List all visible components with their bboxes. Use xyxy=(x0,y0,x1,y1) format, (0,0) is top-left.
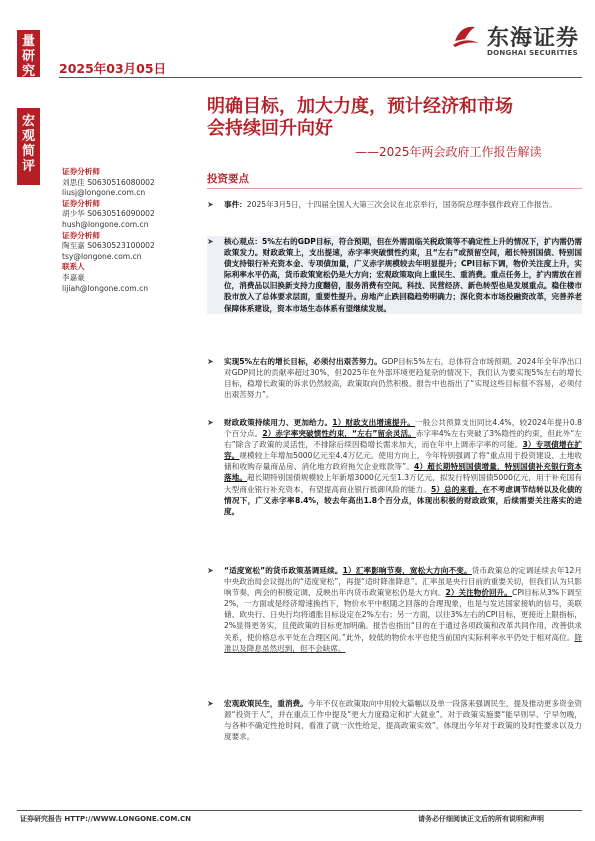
analyst-name: 陶至嘉 S0630523100002 xyxy=(62,241,155,251)
bullet-lead: “适度宽松”的货币政策基调延续。 xyxy=(224,566,343,575)
point-body: 货币政策总的定调延续去年12月中央政治局会议提出的“适度宽松”，再提“适时降准降息”。汇率虽是央行目前的重要关切，但我们认为只影响节奏，两会的积极定调，反映出年内货币政策宽松仍是大方向。 xyxy=(224,566,582,598)
tag-char: 研 xyxy=(21,49,35,64)
report-subtitle: ——2025年两会政府工作报告解读 xyxy=(355,145,542,159)
bullet-lead: 财政政策持续用力、更加给力。 xyxy=(224,418,333,427)
tag-char: 评 xyxy=(21,159,35,174)
section-header: 投资要点 xyxy=(207,173,249,185)
analyst-role: 联系人 xyxy=(62,262,85,272)
logo-english-name: DONGHAI SECURITIES xyxy=(487,49,578,57)
analyst-entry xyxy=(62,199,197,231)
bullet-lead: 实现5%左右的增长目标，必须付出艰苦努力。 xyxy=(224,357,382,366)
bullet-monetary-policy xyxy=(207,565,582,654)
bullet-body: GDP目标5%左右，总体符合市场预期。2024年全年净出口对GDP同比的贡献率超过30%，但2025年在外部环境更趋复杂的情况下，我们认为要实现5%左右的增长目标，稳增长政策的诉求仍然较高，政策取向仍然积极。报告中也指出了“实现这些目标很不容易，必须付出艰苦努力”。 xyxy=(224,357,583,400)
point-body: 降准以及降息虽然迟到，但不会缺席。 xyxy=(224,632,582,653)
report-type-tag xyxy=(17,30,40,77)
bullet-text xyxy=(224,417,582,517)
footer-divider xyxy=(17,810,582,811)
analyst-entry xyxy=(62,231,197,263)
bullet-body: 5%左右的GDP目标，符合预期，但在外需面临关税政策等不确定性上升的情况下，扩内需仍需政策发力。财政政策上，支出提速，赤字率突破惯性约束，且“左右”或预留空间，超长特别国债、特别国债支持银行补充资本金、专项债加量，广义赤字规模较去年明显提升；CPI目标下调，物价关注度上升，实际利率水平仍高，货币政策宽松仍是大方向；宏观政策取向上重民生、重消费。重点任务上，扩内需放在首位，消费品以旧换新支持力度翻倍，服务消费有空间。科技、民营经济、新色转型也是发展重点。稳住楼市股市放入了总体要求层面，重要性提升。房地产止跌回稳趋势明确力；深化资本市场投融资改革，完善养老保障体系建设，资本市场生态体系有望继续发展。 xyxy=(224,237,582,313)
bullet-text xyxy=(224,698,582,742)
section-divider xyxy=(207,188,582,189)
donghai-logo-icon xyxy=(451,21,481,49)
report-type-text xyxy=(17,34,40,79)
bullet-fiscal-policy xyxy=(207,417,582,517)
point-body: 赤字率4%左右突破了3%隐性的约束，但此外“左右”除含了政策的灵活性，不排除后续因稳增长需求加大，而在年中上调赤字率的可能。 xyxy=(224,429,583,450)
bullet-core-view xyxy=(207,236,582,314)
tag-char: 简 xyxy=(21,144,35,159)
point-heading: 2）赤字率突破惯性约束，“左右”留余灵活。 xyxy=(262,429,416,439)
analyst-entry xyxy=(62,262,197,294)
bullet-body: 2025年3月5日，十四届全国人大第三次会议在北京举行，国务院总理李强作政府工作报告。 xyxy=(246,200,557,209)
analyst-entry xyxy=(62,167,197,199)
report-category-tag xyxy=(17,108,40,185)
analyst-email[interactable]: liusj@longone.com.cn xyxy=(62,188,146,198)
analyst-role: 证券分析师 xyxy=(62,198,100,208)
report-title xyxy=(207,96,513,140)
title-line: 明确目标，加大力度，预计经济和市场 xyxy=(207,96,513,117)
arrow-bullet-icon: ➤ xyxy=(207,418,214,427)
point-heading: 4）超长期特别国债增量，特别国债补充银行资本落地。 xyxy=(224,462,583,483)
tag-char: 宏 xyxy=(21,114,35,129)
arrow-bullet-icon: ➤ xyxy=(207,566,214,575)
bullet-text xyxy=(224,236,582,314)
point-body: 规模较上年增加5000亿元至4.4万亿元。使用方向上，今年特别强调了将“重点用于投资建设、土地收储和收购存量商品房、消化地方政府拖欠企业账款等”。 xyxy=(224,451,582,472)
point-body: 超长期特别国债规模较上年新增3000亿元至1.3万亿元，拟发行特别国债5000亿元，用于补充国有大型商业银行补充资本，有望提高商业银行抵御风险的能力。 xyxy=(224,473,583,494)
point-heading: 3）专项债增在扩容。 xyxy=(224,440,582,461)
title-line: 会持续回升向好 xyxy=(207,118,333,139)
analyst-role: 证券分析师 xyxy=(62,167,100,176)
analyst-list xyxy=(62,167,197,294)
point-body: 一般公共预算支出同比4.4%，较2024年提升0.8个百分点。 xyxy=(224,418,582,439)
point-heading: 5）总的来看， xyxy=(431,484,483,494)
bullet-text xyxy=(224,356,582,400)
analyst-email[interactable]: hush@longone.com.cn xyxy=(62,219,149,229)
company-logo xyxy=(451,15,581,65)
arrow-bullet-icon: ➤ xyxy=(207,237,214,246)
footer-disclaimer: 请务必仔细阅读正文后的所有说明和声明 xyxy=(418,815,544,823)
bullet-lead: 核心观点： xyxy=(224,237,263,246)
arrow-bullet-icon: ➤ xyxy=(207,699,214,708)
tag-char: 观 xyxy=(21,129,35,144)
report-category-text xyxy=(17,114,40,174)
bullet-lead: 宏观政策民生，重消费。 xyxy=(224,699,308,708)
point-heading: 1）汇率影响节奏，宽松大方向不变。 xyxy=(342,566,472,575)
tag-char: 量 xyxy=(21,34,35,49)
analyst-email[interactable]: lijiah@longone.com.cn xyxy=(62,283,149,293)
footer-website[interactable]: 证券研究报告 HTTP://WWW.LONGONE.COM.CN xyxy=(20,815,192,823)
arrow-bullet-icon: ➤ xyxy=(207,200,214,209)
bullet-text xyxy=(224,199,582,210)
bullet-livelihood xyxy=(207,698,582,742)
point-heading: 1）财政支出增速提升。 xyxy=(332,418,416,427)
report-date: 2025年03月05日 xyxy=(59,61,167,76)
analyst-name: 李嘉豪 xyxy=(62,272,85,282)
analyst-name: 刘思佳 S0630516080002 xyxy=(62,177,155,187)
analyst-role: 证券分析师 xyxy=(62,230,100,240)
tag-char: 究 xyxy=(21,64,35,79)
header-divider xyxy=(59,77,582,78)
point-body: CPI目标从3%下调至2%，一方面或是经济增速换挡下，物价水平中枢随之回落的合理现象，也是与发达国家接轨的信号，美联储、欧央行、日央行均将通胀目标设定在2%左右；另一方面，以往3%左右的CPI目标，更接近上限指标，2%显得更务实，且使政策的目标更加明确。报告也指出“目的在于通过各项政策和改革共同作用，改善供求关系，使价格总水平处在合理区间。”此外，较低的物价水平也使当前国内实际利率水平仍处于相对高位。 xyxy=(224,588,582,642)
analyst-email[interactable]: tsy@longone.com.cn xyxy=(62,251,142,261)
bullet-text xyxy=(224,565,582,654)
bullet-growth-target xyxy=(207,356,582,400)
logo-chinese-name: 东海证券 xyxy=(487,26,580,51)
bullet-event xyxy=(207,199,582,210)
arrow-bullet-icon: ➤ xyxy=(207,357,214,366)
point-body: 在不考虑调节结转以及化债的情况下，广义赤字率8.4%，较去年高出1.8个百分点，体现出积极的财政政策，后续需要关注落实的进度。 xyxy=(224,484,583,516)
point-heading: 2）关注物价回升。 xyxy=(445,588,512,598)
bullet-body: 今年不仅在政策取向中用较大篇幅以及单一段落来强调民生，提及推动更多资金资源“投资于人”，并在重点工作中提及“更大力度稳定和扩大就业”。对于政策实施要“能早则早、宁早勿晚，与各种不确定性抢时间，看准了就一次性给足，提高政策实效”，体现出今年对于政策的及时性要求以及力度要求。 xyxy=(224,699,582,742)
bullet-lead: 事件： xyxy=(224,200,247,209)
analyst-name: 胡少华 S0630516090002 xyxy=(62,209,155,219)
